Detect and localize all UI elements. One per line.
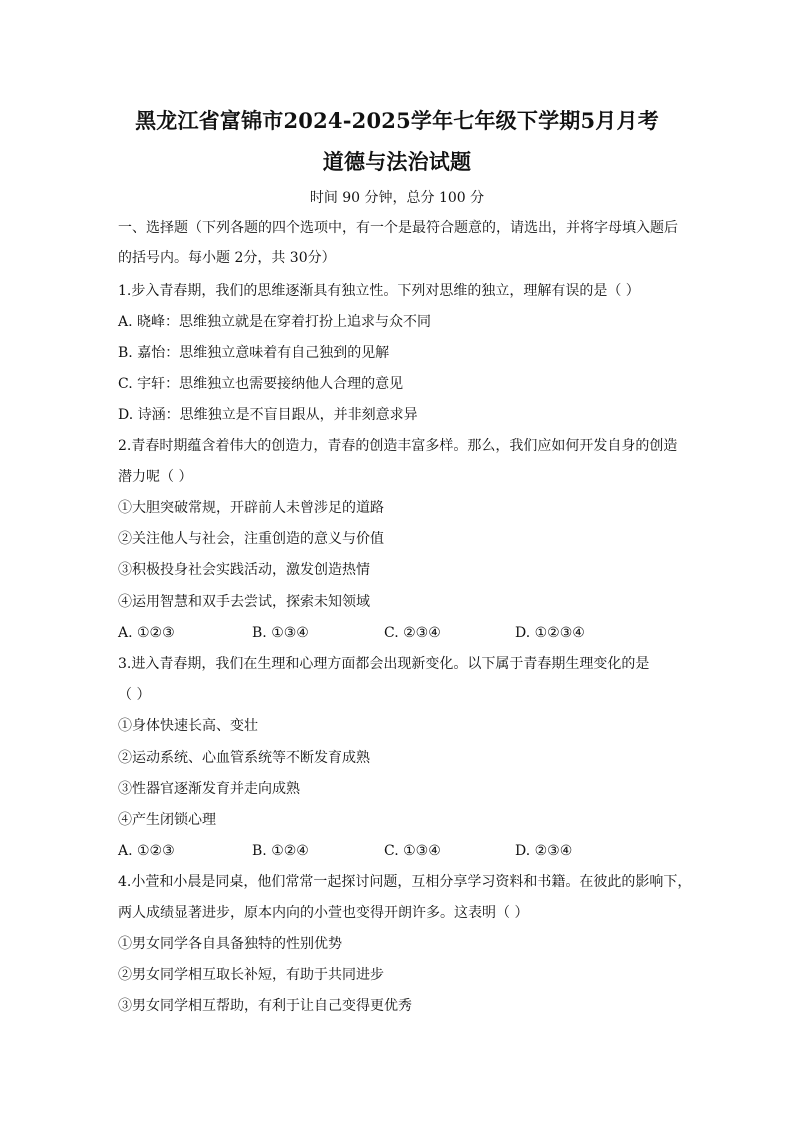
question-1-stem: 1.步入青春期，我们的思维逐渐具有独立性。下列对思维的独立，理解有误的是（ ） bbox=[118, 283, 640, 299]
question-3-option-a: A. ①②③ bbox=[118, 843, 175, 859]
question-4-stem-line-1: 4.小萱和小晨是同桌，他们常常一起探讨问题，互相分享学习资料和书籍。在彼此的影响下， bbox=[118, 874, 692, 890]
section-heading-line-2: 的括号内。每小题 2分，共 30分） bbox=[118, 250, 336, 266]
question-3-stem-line-1: 3.进入青春期，我们在生理和心理方面都会出现新变化。以下属于青春期生理变化的是 bbox=[118, 656, 650, 672]
question-2-statement-4: ④运用智慧和双手去尝试，探索未知领域 bbox=[118, 594, 370, 610]
question-4-statement-3: ③男女同学相互帮助，有利于让自己变得更优秀 bbox=[118, 998, 412, 1014]
question-3-option-c: C. ①③④ bbox=[384, 843, 441, 859]
question-2-stem-line-2: 潜力呢（ ） bbox=[118, 469, 193, 485]
exam-time-score: 时间 90 分钟，总分 100 分 bbox=[309, 190, 485, 206]
question-3-option-d: D. ②③④ bbox=[515, 843, 573, 859]
question-1-option-a: A. 晓峰：思维独立就是在穿着打扮上追求与众不同 bbox=[118, 314, 432, 330]
question-4-stem-line-2: 两人成绩显著进步，原本内向的小萱也变得开朗许多。这表明（ ） bbox=[118, 905, 529, 921]
question-3-statement-4: ④产生闭锁心理 bbox=[118, 812, 216, 828]
question-2-option-b: B. ①③④ bbox=[252, 625, 309, 641]
question-3-stem-line-2: （ ） bbox=[118, 687, 151, 703]
question-2-stem-line-1: 2.青春时期蕴含着伟大的创造力，青春的创造丰富多样。那么，我们应如何开发自身的创造 bbox=[118, 438, 678, 454]
exam-title: 黑龙江省富锦市2024-2025学年七年级下学期5月月考 bbox=[135, 108, 659, 133]
question-4-statement-1: ①男女同学各自具备独特的性别优势 bbox=[118, 936, 342, 952]
question-1-option-b: B. 嘉怡：思维独立意味着有自己独到的见解 bbox=[118, 345, 390, 361]
question-2-option-c: C. ②③④ bbox=[384, 625, 441, 641]
section-heading-line-1: 一、选择题（下列各题的四个选项中，有一个是最符合题意的，请选出，并将字母填入题后 bbox=[118, 220, 678, 236]
question-2-option-d: D. ①②③④ bbox=[515, 625, 585, 641]
question-3-statement-1: ①身体快速长高、变壮 bbox=[118, 718, 258, 734]
question-2-statement-2: ②关注他人与社会，注重创造的意义与价值 bbox=[118, 531, 384, 547]
question-3-statement-3: ③性器官逐渐发育并走向成熟 bbox=[118, 781, 300, 797]
question-2-option-a: A. ①②③ bbox=[118, 625, 175, 641]
question-2-statement-3: ③积极投身社会实践活动，激发创造热情 bbox=[118, 562, 370, 578]
exam-subject-title: 道德与法治试题 bbox=[322, 149, 472, 174]
question-1-option-c: C. 宇轩：思维独立也需要接纳他人合理的意见 bbox=[118, 376, 404, 392]
question-3-statement-2: ②运动系统、心血管系统等不断发育成熟 bbox=[118, 750, 370, 766]
question-4-statement-2: ②男女同学相互取长补短，有助于共同进步 bbox=[118, 967, 384, 983]
question-2-statement-1: ①大胆突破常规，开辟前人未曾涉足的道路 bbox=[118, 500, 384, 516]
question-1-option-d: D. 诗涵：思维独立是不盲目跟从，并非刻意求异 bbox=[118, 407, 418, 423]
question-3-option-b: B. ①②④ bbox=[252, 843, 309, 859]
